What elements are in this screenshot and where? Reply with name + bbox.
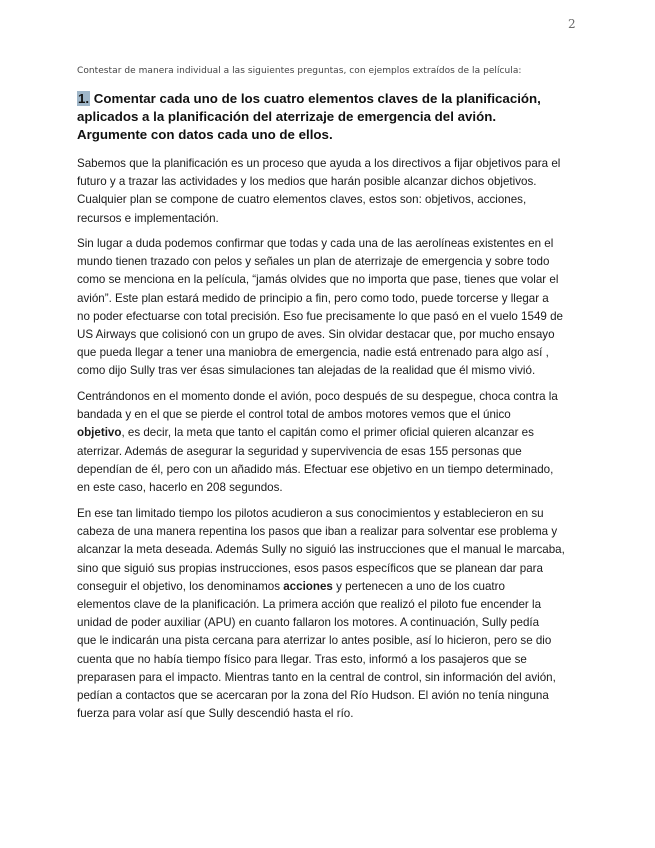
instructions-text: Contestar de manera individual a las siguientes preguntas, con ejemplos extraídos de la película: xyxy=(77,66,522,76)
answer-paragraph xyxy=(77,155,577,228)
paragraph-line: Sin lugar a duda podemos confirmar que todas y cada una de las aerolíneas existentes en el xyxy=(77,237,554,250)
question-text: Comentar cada uno de los cuatro elementos claves de la planificación, aplicados a la planificación del aterrizaje de emergencia del avión. Argumente con datos cada uno de ellos. xyxy=(77,91,541,142)
line-text: y pertenecen a uno de los cuatro xyxy=(332,579,505,593)
paragraph-line: mundo tienen trazado con pelos y señales un plan de aterrizaje de emergencia y sobre todo xyxy=(77,255,550,269)
paragraph-line: que pueda llegar a tener una maniobra de emergencia, nadie está entrenado para algo así , xyxy=(77,346,549,360)
paragraph-line: futuro y a trazar las actividades y los medios que harán posible alcanzar dichos objetivos. xyxy=(77,175,537,189)
paragraph-line: Sabemos que la planificación es un proceso que ayuda a los directivos a fijar objetivos para el xyxy=(77,157,561,170)
paragraph-line: cuenta que no había tiempo físico para llegar. Tras esto, informó a los pasajeros que se xyxy=(77,652,527,666)
paragraph-line: dependían de él, pero con un añadido más. Efectuar ese objetivo en un tiempo determinado, xyxy=(77,462,554,476)
question-number: 1. xyxy=(78,91,90,106)
paragraph-line: En ese tan limitado tiempo los pilotos acudieron a sus conocimientos y establecieron en su xyxy=(77,507,544,520)
paragraph-line: cabeza de una manera repentina los pasos que iban a realizar para solventar ese problema y xyxy=(77,525,558,539)
paragraph-line: preparasen para el impacto. Mientras tanto en la central de control, sin información del avión, xyxy=(77,670,556,684)
paragraph-line: Centrándonos en el momento donde el avión, poco después de su despegue, choca contra la xyxy=(77,390,558,403)
paragraph-line: unidad de poder auxiliar (APU) en cuanto fallaron los motores. A continuación, Sully pedía xyxy=(77,616,540,630)
paragraph-line: recursos e implementación. xyxy=(77,211,219,225)
paragraph-line: en este caso, hacerlo en 208 segundos. xyxy=(77,480,283,494)
paragraph-line: pedían a contactos que se acercaran por la zona del Río Hudson. El avión no tenía ninguna xyxy=(77,688,549,702)
bold-keyword: acciones xyxy=(283,579,333,593)
paragraph-line: bandada y en el que se pierde el control total de ambos motores vemos que el único xyxy=(77,408,511,422)
paragraph-line: sino que siguió sus propias instrucciones, esos pasos específicos que se planean dar para xyxy=(77,561,543,575)
question-heading xyxy=(77,90,567,144)
answer-paragraph xyxy=(77,235,577,381)
paragraph-line: avión”. Este plan estará medido de principio a fin, pero como todo, puede torcerse y llegar a xyxy=(77,291,549,305)
paragraph-line: Cualquier plan se compone de cuatro elementos claves, estos son: objetivos, acciones, xyxy=(77,193,527,207)
paragraph-line: como se menciona en la película, “jamás olvides que no importa que pase, tienes que volar el xyxy=(77,273,559,287)
paragraph-line: elementos clave de la planificación. La primera acción que realizó el piloto fue encender la xyxy=(77,597,542,611)
line-text: , es decir, la meta que tanto el capitán como el primer oficial quieren alcanzar es xyxy=(121,426,534,440)
paragraph-line: que le indicarán una pista cercana para aterrizar lo antes posible, así lo hicieron, pero se dio xyxy=(77,634,552,648)
paragraph-line: alcanzar la meta deseada. Además Sully no siguió las instrucciones que el manual le marcaba, xyxy=(77,543,565,557)
paragraph-line: no poder efectuarse con total precisión. Eso fue precisamente lo que pasó en el vuelo 1549 de xyxy=(77,309,563,323)
answer-paragraph xyxy=(77,505,577,723)
line-text: conseguir el objetivo, los denominamos xyxy=(77,579,284,593)
paragraph-line xyxy=(77,424,577,442)
paragraph-line: fuerza para volar así que Sully descendió hasta el río. xyxy=(77,707,354,721)
answer-paragraph xyxy=(77,388,577,497)
bold-keyword: objetivo xyxy=(77,426,122,440)
paragraph-line xyxy=(77,578,577,596)
paragraph-line: US Airways que colisionó con un grupo de aves. Sin olvidar destacar que, por mucho ensayo xyxy=(77,327,555,341)
paragraph-line: aterrizar. Además de asegurar la seguridad y supervivencia de esas 155 personas que xyxy=(77,444,522,458)
page-number: 2 xyxy=(568,17,576,31)
paragraph-line: como dijo Sully tras ver ésas simulaciones tan alejadas de la realidad que él mismo vivió. xyxy=(77,364,536,378)
